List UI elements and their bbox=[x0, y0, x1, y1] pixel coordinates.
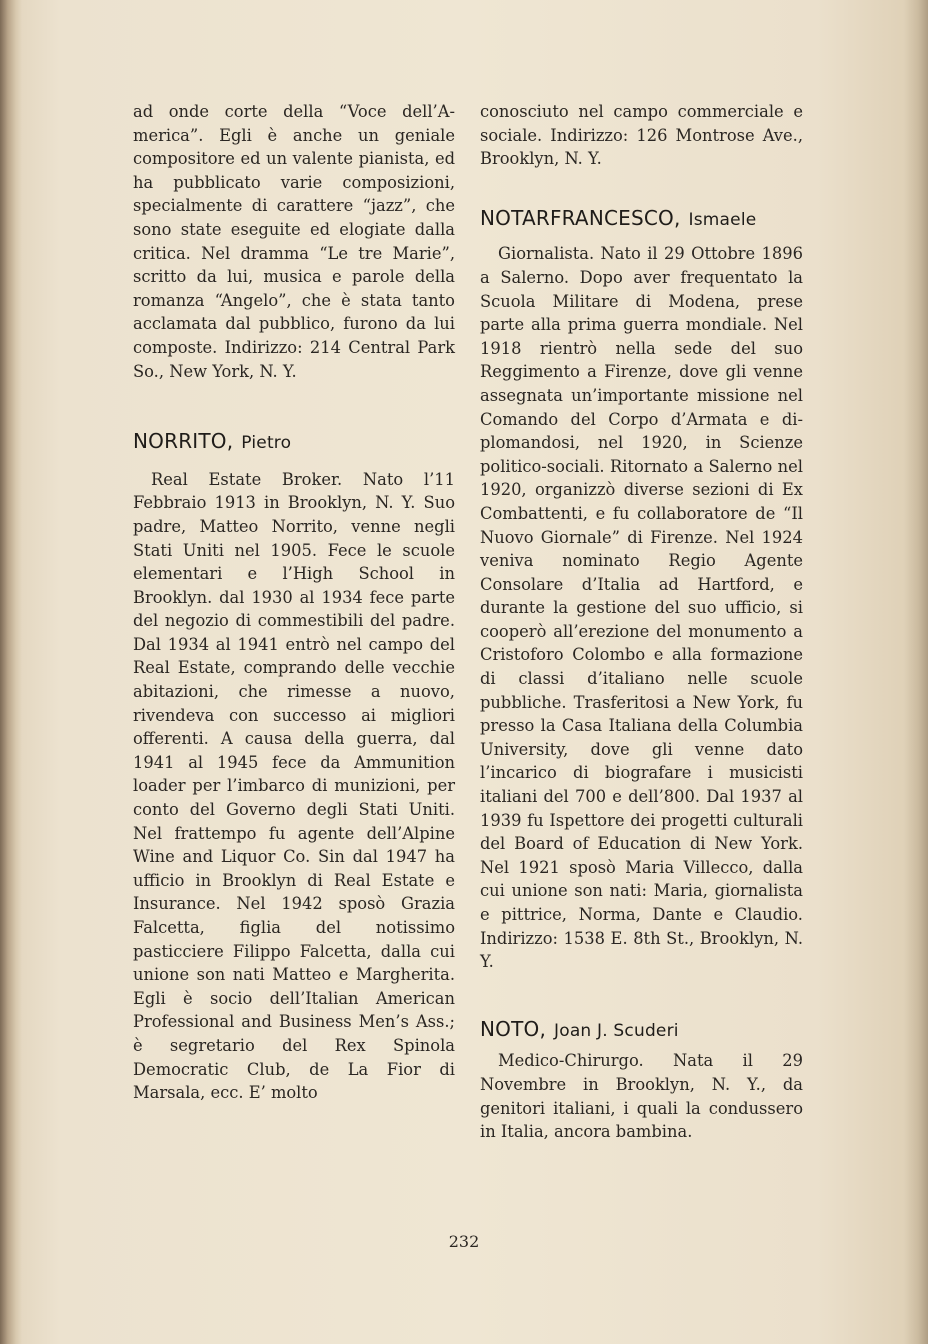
left-continuation-text: ad onde corte della “Voce dell’America”. Egli è anche un geniale compositore ed un valente pianista, ed ha pubblicato varie composizioni, specialmente di carattere “jazz”, che sono state eseguite ed elogiate dalla critica. Nel dramma “Le tre Marie”, scritto da lui, musica e parole della romanza “Angelo”, che è stata tanto acclamata dal pubblico, furono da lui composte. Indirizzo: 214 Central Park So., New York, N. Y. bbox=[133, 102, 455, 381]
page-edge-shadow bbox=[904, 0, 928, 1344]
entry-surname: NORRITO, bbox=[133, 429, 234, 454]
entry-heading-norrito bbox=[133, 428, 455, 456]
entry-heading-noto bbox=[480, 1016, 803, 1044]
entry-body-notarfrancesco: Giornalista. Nato il 29 Ottobre 1896 a Salerno. Dopo aver frequentato la Scuola Militare di Modena, prese parte alla prima guerra mondiale. Nel 1918 rientrò nella sede del suo Reggimento a Firenze, dove gli venne assegnata un’importante missione nel Comando del Corpo d’Armata e diplomandosi, nel 1920, in Scienze politico-sociali. Ritornato a Salerno nel 1920, organizzò diverse sezioni di Ex Combattenti, e fu collaboratore de “Il Nuovo Giornale” di Firenze. Nel 1924 veniva nominato Regio Agente Consolare d’Italia ad Hartford, e durante la gestione del suo ufficio, si cooperò all’erezione del monumento a Cristoforo Colombo e alla formazione di classi d’italiano nelle scuole pubbliche. Trasferitosi a New York, fu presso la Casa Italiana della Columbia University, dove gli venne dato l’incarico di biografare i musicisti italiani del 700 e dell’800. Dal 1937 al 1939 fu Ispettore dei progetti culturali del Board of Education di New York. Nel 1921 sposò Maria Villecco, dalla cui unione son nati: Maria, giornalista e pittrice, Norma, Dante e Claudio. Indirizzo: 1538 E. 8th St., Brooklyn, N. Y. bbox=[480, 244, 803, 972]
right-column bbox=[480, 100, 803, 1144]
entry-surname: NOTARFRANCESCO, bbox=[480, 205, 681, 230]
book-spine-shadow bbox=[0, 0, 22, 1344]
entry-heading-notarfrancesco bbox=[480, 205, 803, 233]
entry-body-noto: Medico-Chirurgo. Nata il 29 Novembre in Brooklyn, N. Y., da genitori italiani, i quali la condussero in Italia, ancora bambina. bbox=[480, 1051, 803, 1142]
left-column bbox=[133, 100, 455, 1105]
entry-given-name: Ismaele bbox=[688, 209, 757, 230]
entry-surname: NOTO, bbox=[480, 1016, 547, 1041]
right-continuation-text: conosciuto nel campo commerciale e sociale. Indirizzo: 126 Montrose Ave., Brooklyn, N. Y. bbox=[480, 102, 803, 169]
entry-body-norrito: Real Estate Broker. Nato l’11 Febbraio 1913 in Brooklyn, N. Y. Suo padre, Matteo Norrito, venne negli Stati Uniti nel 1905. Fece le scuole elementari e l’High School in Brooklyn. dal 1930 al 1934 fece parte del negozio di commestibili del padre. Dal 1934 al 1941 entrò nel campo del Real Estate, comprando delle vecchie abitazioni, che rimesse a nuovo, rivendeva con successo ai migliori offerenti. A causa della guerra, dal 1941 al 1945 fece da Ammunition loader per l’imbarco di munizioni, per conto del Governo degli Stati Uniti. Nel frattempo fu agente dell’Alpine Wine and Liquor Co. Sin dal 1947 ha ufficio in Brooklyn di Real Estate e Insurance. Nel 1942 sposò Grazia Falcetta, figlia del notissimo pasticciere Filippo Falcetta, dalla cui unione son nati Matteo e Margherita. Egli è socio dell’Italian American Professional and Business Men’s Ass.; è segretario del Rex Spinola Democratic Club, de La Fior di Marsala, ecc. E’ molto bbox=[133, 469, 455, 1103]
entry-given-name: Pietro bbox=[241, 433, 292, 454]
entry-given-name: Joan J. Scuderi bbox=[554, 1020, 679, 1041]
page-number: 232 bbox=[448, 1232, 480, 1251]
